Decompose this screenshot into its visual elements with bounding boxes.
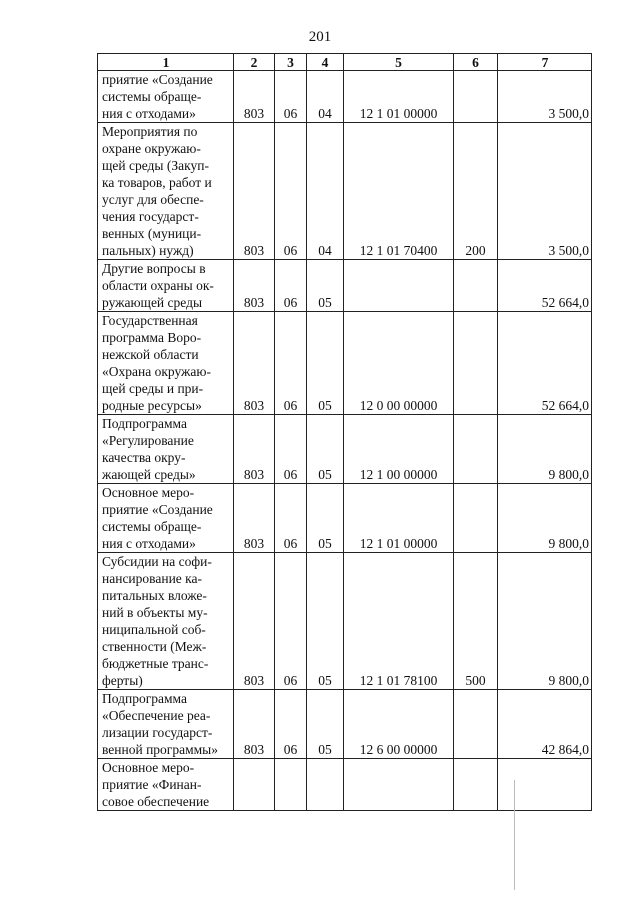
expense-type-code — [454, 759, 498, 811]
target-article-code: 12 1 01 00000 — [344, 484, 454, 553]
expense-type-code: 500 — [454, 553, 498, 690]
section-code: 06 — [275, 690, 307, 759]
ministry-code: 803 — [234, 123, 275, 260]
page-number: 201 — [308, 29, 332, 45]
table-row — [98, 123, 592, 260]
budget-table — [97, 53, 592, 811]
table-row — [98, 690, 592, 759]
ministry-code: 803 — [234, 553, 275, 690]
expense-type-code — [454, 260, 498, 312]
ministry-code: 803 — [234, 260, 275, 312]
ministry-code — [234, 759, 275, 811]
column-header: 1 — [98, 54, 234, 71]
scan-artifact-line — [514, 780, 515, 890]
target-article-code: 12 1 01 78100 — [344, 553, 454, 690]
ministry-code: 803 — [234, 415, 275, 484]
table-row — [98, 71, 592, 123]
ministry-code: 803 — [234, 690, 275, 759]
amount: 52 664,0 — [498, 260, 592, 312]
amount: 52 664,0 — [498, 312, 592, 415]
section-code: 06 — [275, 553, 307, 690]
amount: 9 800,0 — [498, 415, 592, 484]
row-description-text: Государственная программа Воро- нежской области «Охрана окружаю- щей среды и при- родные ресурсы» — [102, 313, 211, 413]
expense-type-code: 200 — [454, 123, 498, 260]
section-code: 06 — [275, 123, 307, 260]
section-code: 06 — [275, 71, 307, 123]
table-row — [98, 484, 592, 553]
subsection-code: 04 — [307, 123, 344, 260]
section-code: 06 — [275, 484, 307, 553]
row-description — [98, 123, 234, 260]
row-description — [98, 71, 234, 123]
section-code: 06 — [275, 260, 307, 312]
row-description — [98, 690, 234, 759]
column-header: 4 — [307, 54, 344, 71]
section-code: 06 — [275, 415, 307, 484]
row-description-text: Основное меро- приятие «Финан- совое обеспечение — [102, 760, 210, 809]
row-description-text: Другие вопросы в области охраны ок- ружающей среды — [102, 261, 214, 310]
column-header: 6 — [454, 54, 498, 71]
expense-type-code — [454, 415, 498, 484]
row-description-text: приятие «Создание системы обраще- ния с отходами» — [102, 72, 213, 121]
amount: 42 864,0 — [498, 690, 592, 759]
amount — [498, 759, 592, 811]
amount: 9 800,0 — [498, 553, 592, 690]
table-row — [98, 312, 592, 415]
amount: 9 800,0 — [498, 484, 592, 553]
subsection-code: 05 — [307, 260, 344, 312]
row-description-text: Подпрограмма «Обеспечение реа- лизации государст- венной программы» — [102, 691, 218, 757]
column-header: 2 — [234, 54, 275, 71]
section-code — [275, 759, 307, 811]
ministry-code: 803 — [234, 71, 275, 123]
row-description — [98, 759, 234, 811]
row-description — [98, 260, 234, 312]
table-header-row — [98, 54, 592, 71]
row-description — [98, 415, 234, 484]
row-description — [98, 312, 234, 415]
subsection-code: 05 — [307, 553, 344, 690]
subsection-code: 04 — [307, 71, 344, 123]
section-code: 06 — [275, 312, 307, 415]
ministry-code: 803 — [234, 484, 275, 553]
expense-type-code — [454, 484, 498, 553]
target-article-code: 12 1 01 00000 — [344, 71, 454, 123]
subsection-code: 05 — [307, 690, 344, 759]
target-article-code: 12 1 01 70400 — [344, 123, 454, 260]
target-article-code — [344, 260, 454, 312]
column-header: 7 — [498, 54, 592, 71]
ministry-code: 803 — [234, 312, 275, 415]
subsection-code: 05 — [307, 312, 344, 415]
row-description-text: Основное меро- приятие «Создание системы обраще- ния с отходами» — [102, 485, 213, 551]
expense-type-code — [454, 690, 498, 759]
expense-type-code — [454, 312, 498, 415]
row-description-text: Подпрограмма «Регулирование качества окру- жающей среды» — [102, 416, 196, 482]
row-description-text: Субсидии на софи- нансирование ка- питальных вложе- ний в объекты му- ниципальной соб- ственности (Меж- бюджетные транс- ферты) — [102, 554, 212, 688]
row-description — [98, 484, 234, 553]
table-row — [98, 415, 592, 484]
subsection-code — [307, 759, 344, 811]
expense-type-code — [454, 71, 498, 123]
row-description-text: Мероприятия по охране окружаю- щей среды (Закуп- ка товаров, работ и услуг для обеспе- чения государст- венных (муници- пальных) нужд) — [102, 124, 212, 258]
target-article-code: 12 0 00 00000 — [344, 312, 454, 415]
target-article-code: 12 1 00 00000 — [344, 415, 454, 484]
target-article-code — [344, 759, 454, 811]
subsection-code: 05 — [307, 484, 344, 553]
amount: 3 500,0 — [498, 71, 592, 123]
amount: 3 500,0 — [498, 123, 592, 260]
table-row — [98, 260, 592, 312]
row-description — [98, 553, 234, 690]
target-article-code: 12 6 00 00000 — [344, 690, 454, 759]
column-header: 5 — [344, 54, 454, 71]
column-header: 3 — [275, 54, 307, 71]
table-row — [98, 759, 592, 811]
table-row — [98, 553, 592, 690]
subsection-code: 05 — [307, 415, 344, 484]
